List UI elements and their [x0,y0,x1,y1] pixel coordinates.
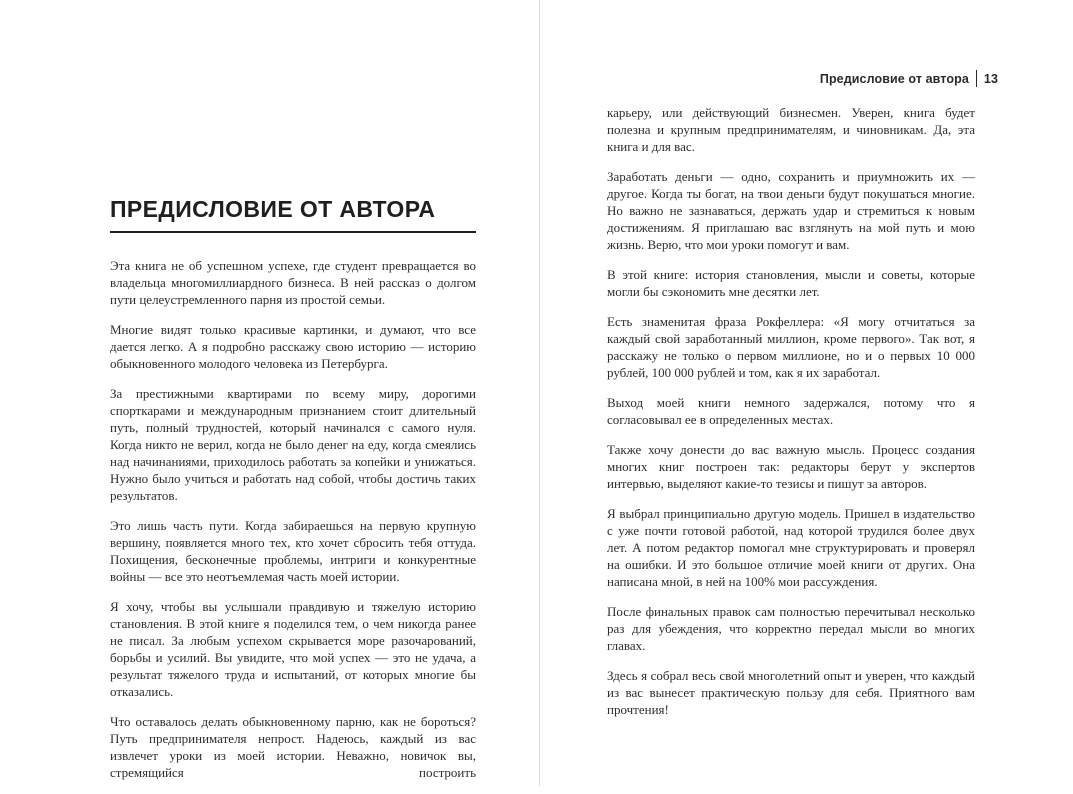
running-header-title: Предисловие от автора [819,71,969,86]
paragraph: Я выбрал принципиально другую модель. Пришел в издательство с уже почти готовой работой, над которой трудился более двух лет. А потом редактор помогал мне структурировать и проверял на ошибки. И это большое отличие моей книги от других. Она написана мной, в ней на 100% мои рассуждения. [607,506,975,589]
paragraph: Это лишь часть пути. Когда забираешься на первую крупную вершину, появляется много тех, кто хочет сбросить тебя оттуда. Похищения, бесконечные проблемы, интриги и конкурентные войны — все это неотъемлемая часть моей истории. [110,518,476,585]
left-page [110,0,476,794]
paragraph: Я хочу, чтобы вы услышали правдивую и тяжелую историю становления. В этой книге я поделился тем, о чем никогда ранее не писал. За любым успехом скрывается море разочарований, борьбы и усилий. Вы увидите, что мой успех — это не удача, а результат тяжелого труда и испытаний, от которых многие бы отказались. [110,599,476,700]
paragraph: карьеру, или действующий бизнесмен. Уверен, книга будет полезна и крупным предпринимателям, и чиновникам. Да, эта книга и для вас. [607,105,975,154]
running-header [607,70,998,87]
paragraph: Эта книга не об успешном успехе, где студент превращается во владельца многомиллиардного бизнеса. В ней рассказ о долгом пути целеустремленного парня из простой семьи. [110,258,476,308]
running-header-separator [976,70,977,87]
paragraph: Многие видят только красивые картинки, и думают, что все дается легко. А я подробно расскажу свою историю — историю обыкновенного молодого человека из Петербурга. [110,322,476,372]
paragraph: Также хочу донести до вас важную мысль. Процесс создания многих книг построен так: редакторы берут у экспертов интервью, выделяют какие-то тезисы и пишут за авторов. [607,442,975,491]
paragraph: За престижными квартирами по всему миру, дорогими спорткарами и международным признанием стоит длительный путь, полный трудностей, который начинался с самого нуля. Когда никто не верил, когда не было денег на еду, когда смеялись над начинаниями, приходилось работать за копейки и унижаться. Нужно было учиться и работать над собой, чтобы достичь таких результатов. [110,386,476,504]
left-page-body [110,257,476,781]
paragraph: Что оставалось делать обыкновенному парню, как не бороться? Путь предпринимателя непрост. Надеюсь, каждый из вас извлечет уроки из моей истории. Неважно, новичок вы, стремящийся построить [110,714,476,781]
page-gutter-divider [539,0,540,786]
paragraph: Есть знаменитая фраза Рокфеллера: «Я могу отчитаться за каждый свой заработанный миллион, кроме первого». Так вот, я расскажу не только о первом миллионе, но и о первых 10 000 рублей, 100 000 рублей и том, как я их заработал. [607,314,975,380]
page-number: 13 [983,71,998,86]
paragraph: Выход моей книги немного задержался, потому что я согласовывал ее в определенных местах. [607,395,975,427]
paragraph: После финальных правок сам полностью перечитывал несколько раз для убеждения, что корректно передал мысли во многих главах. [607,604,975,653]
paragraph: Здесь я собрал весь свой многолетний опыт и уверен, что каждый из вас вынесет практическую пользу для себя. Приятного вам прочтения! [607,668,975,717]
chapter-heading: ПРЕДИСЛОВИЕ ОТ АВТОРА [110,197,476,233]
paragraph: В этой книге: история становления, мысли и советы, которые могли бы сэкономить мне десятки лет. [607,267,975,299]
right-page-body [607,104,975,731]
paragraph: Заработать деньги — одно, сохранить и приумножить их — другое. Когда ты богат, на твои деньги будут покушаться многие. Но важно не зазнаваться, держать удар и стремиться к новым достижениям. Я приглашаю вас взглянуть на мой путь и мою жизнь. Верю, что мои уроки помогут и вам. [607,169,975,252]
